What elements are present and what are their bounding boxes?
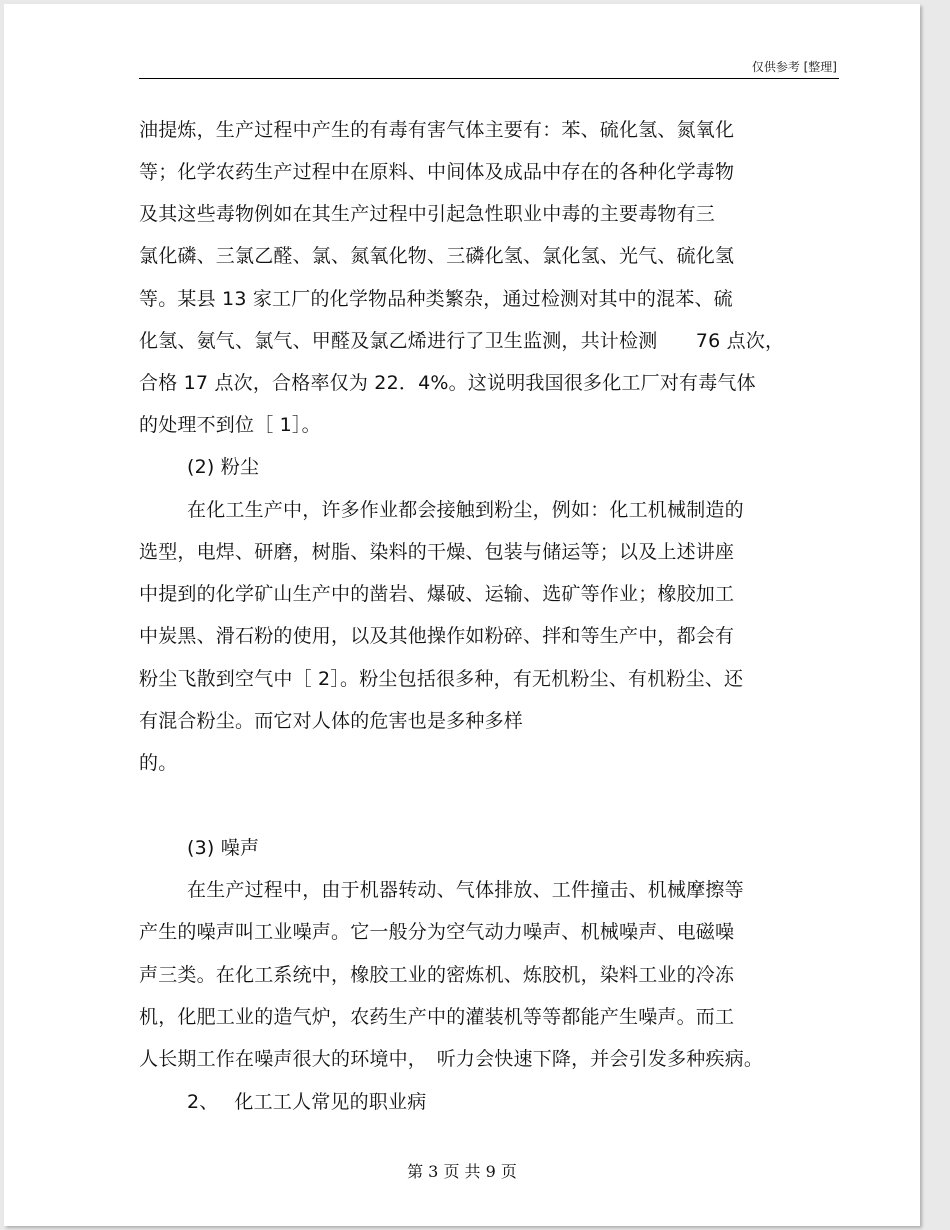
- text-line: 油提炼，生产过程中产生的有毒有害气体主要有：苯、硫化氢、氮氧化: [139, 119, 735, 141]
- document-page: [4, 4, 920, 1226]
- text-line: 氯化磷、三氯乙醛、氯、氮氧化物、三磷化氢、氯化氢、光气、硫化氢: [139, 245, 735, 267]
- text-line: 在生产过程中，由于机器转动、气体排放、工件撞击、机械摩擦等: [187, 879, 744, 901]
- text-line: 及其这些毒物例如在其生产过程中引起急性职业中毒的主要毒物有三: [139, 203, 716, 225]
- text-line: 的处理不到位［ 1］。: [139, 414, 321, 436]
- text-line: 粉尘飞散到空气中［ 2］。粉尘包括很多种，有无机粉尘、有机粉尘、还: [139, 668, 744, 690]
- text-line: 中炭黑、滑石粉的使用，以及其他操作如粉碎、拌和等生产中，都会有: [139, 625, 735, 647]
- section-heading-noise: (3) 噪声: [187, 837, 260, 859]
- text-line: 等；化学农药生产过程中在原料、中间体及成品中存在的各种化学毒物: [139, 161, 735, 183]
- section-heading-dust: (2) 粉尘: [187, 456, 260, 478]
- page-footer: 第 3 页 共 9 页: [407, 1162, 517, 1181]
- header-text: 仅供参考 [整理]: [751, 60, 837, 74]
- text-line: 合格 17 点次，合格率仅为 22．4%。这说明我国很多化工厂对有毒气体: [139, 372, 756, 394]
- text-line: 在化工生产中，许多作业都会接触到粉尘，例如：化工机械制造的: [187, 499, 744, 521]
- text-line: 等。某县 13 家工厂的化学物品种类繁杂，通过检测对其中的混苯、硫: [139, 288, 733, 310]
- text-line: 化氢、氨气、氯气、甲醛及氯乙烯进行了卫生监测，共计检测 76 点次，: [139, 330, 785, 352]
- text-line: 的。: [139, 752, 178, 774]
- page-header: [139, 56, 839, 79]
- text-line: 选型，电焊、研磨，树脂、染料的干燥、包装与储运等；以及上述讲座: [139, 541, 735, 563]
- text-line: 产生的噪声叫工业噪声。它一般分为空气动力噪声、机械噪声、电磁噪: [139, 921, 735, 943]
- text-line: 有混合粉尘。而它对人体的危害也是多种多样: [139, 710, 524, 732]
- text-line: 机，化肥工业的造气炉，农药生产中的灌装机等等都能产生噪声。而工: [139, 1006, 735, 1028]
- text-line: 中提到的化学矿山生产中的凿岩、爆破、运输、选矿等作业；橡胶加工: [139, 583, 735, 605]
- text-line: 人长期工作在噪声很大的环境中， 听力会快速下降，并会引发多种疾病。: [139, 1048, 764, 1070]
- text-line: 声三类。在化工系统中，橡胶工业的密炼机、炼胶机，染料工业的冷冻: [139, 964, 735, 986]
- section-heading-occupational-disease: 2、 化工工人常见的职业病: [187, 1091, 427, 1113]
